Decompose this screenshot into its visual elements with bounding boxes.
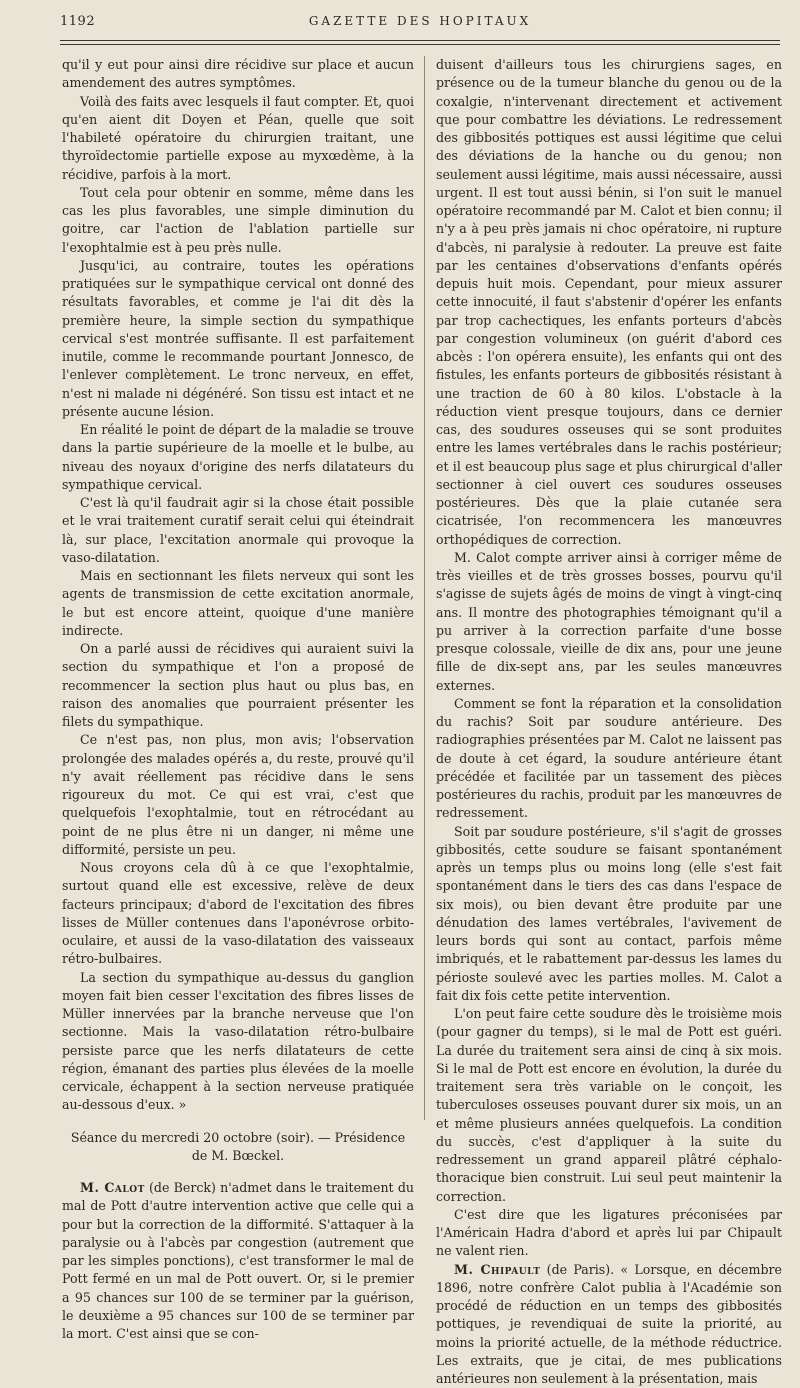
paragraph [436,1261,782,1388]
paragraph: C'est dire que les ligatures préconisées par l'Américain Hadra d'abord et après lui par Chipault ne valent rien. [436,1206,782,1261]
paragraph-text: (de Berck) n'admet dans le traitement du mal de Pott d'autre intervention active que celle qui a pour but la correction de la difformité. S'attaquer à la paralysie ou à l'abcès par congestion (autrement que par les simples ponctions), c'est transformer le mal de Pott fermé en un mal de Pott ouvert. Or, si le premier a 95 chances sur 100 de se terminer par la guérison, le deuxième a 95 chances sur 100 de se terminer par la mort. C'est ainsi que se con- [62,1180,414,1341]
header-rule-thick [60,40,780,41]
paragraph: Ce n'est pas, non plus, mon avis; l'observation prolongée des malades opérés a, du reste, prouvé qu'il n'y avait réellement pas récidive dans le sens rigoureux du mot. Ce qui est vrai, c'est que quelquefois l'exophtalmie, tout en rétrocédant au point de ne plus être ni un danger, ni même une difformité, persiste un peu. [62,731,414,859]
paragraph: Voilà des faits avec lesquels il faut compter. Et, quoi qu'en aient dit Doyen et Péan, quelle que soit l'habileté opératoire du chirurgien traitant, une thyroïdectomie partielle expose au myxœdème, à la récidive, parfois à la mort. [62,93,414,184]
paragraph: La section du sympathique au-dessus du ganglion moyen fait bien cesser l'excitation des fibres lisses de Müller innervées par la branche nerveuse que l'on sectionne. Mais la vaso-dilatation rétro-bulbaire persiste parce que les nerfs dilatateurs de cette région, émanant des parties plus élevées de la moelle cervicale, échappent à la section nerveuse pratiquée au-dessous d'eux. » [62,969,414,1115]
paragraph: Soit par soudure postérieure, s'il s'agit de grosses gibbosités, cette soudure se faisant spontanément après un temps plus ou moins long (elle s'est fait spontanément dans le tiers des cas dans l'espace de six mois), ou bien devant être produite par une dénudation des lames vertébrales, l'avivement de leurs bords qui sont au contact, parfois même imbriqués, et le rabattement par-dessus les lames du périoste soulevé avec les parties molles. M. Calot a fait dix fois cette petite intervention. [436,823,782,1006]
paragraph: Tout cela pour obtenir en somme, même dans les cas les plus favorables, une simple diminution du goitre, car l'action de l'ablation partielle sur l'exophtalmie est à peu près nulle. [62,184,414,257]
left-column [62,56,414,1343]
speaker-name: M. Chipault [454,1262,540,1277]
paragraph: C'est là qu'il faudrait agir si la chose était possible et le vrai traitement curatif serait celui qui éteindrait là, sur place, l'excitation anormale qui provoque la vaso-dilatation. [62,494,414,567]
paragraph-text: (de Paris). « Lorsque, en décembre 1896, notre confrère Calot publia à l'Académie son procédé de réduction en un temps des gibbosités pottiques, je revendiquai de suite la priorité, au moins la priorité actuelle, de la méthode réductrice. Les extraits, que je citai, de mes publications antérieures non seulement à la présentation, mais [436,1262,782,1387]
paragraph: qu'il y eut pour ainsi dire récidive sur place et aucun amendement des autres symptômes. [62,56,414,93]
session-heading-line2: de M. Bœckel. [192,1148,284,1163]
header-rule-thin [60,44,780,45]
paragraph: duisent d'ailleurs tous les chirurgiens sages, en présence ou de la tumeur blanche du genou ou de la coxalgie, n'intervenant directement et activement que pour combattre les déviations. Le redressement des gibbosités pottiques est aussi légitime que celui des déviations de la hanche ou du genou; non seulement aussi légitime, mais aussi nécessaire, aussi urgent. Il est tout aussi bénin, si l'on suit le manuel opératoire recommandé par M. Calot et bien connu; il n'y a à peu près jamais ni choc opératoire, ni rupture d'abcès, ni paralysie à redouter. La preuve est faite par les centaines d'observations d'enfants opérés depuis huit mois. Cependant, pour mieux assurer cette innocuité, il faut s'abstenir d'opérer les enfants par trop cachectiques, les enfants porteurs d'abcès par congestion volumineux (on guérit d'abord ces abcès : l'on opérera ensuite), les enfants qui ont des fistules, les enfants porteurs de gibbosités résistant à une traction de 60 à 80 kilos. L'obstacle à la réduction vient presque toujours, dans ce dernier cas, des soudures osseuses qui se sont produites entre les lames vertébrales dans le rachis postérieur; et il est beaucoup plus sage et plus chirurgical d'aller sectionner à ciel ouvert ces soudures osseuses postérieures. Dès que la plaie cutanée sera cicatrisée, l'on recommencera les manœuvres orthopédiques de correction. [436,56,782,549]
paragraph: Nous croyons cela dû à ce que l'exophtalmie, surtout quand elle est excessive, relève de deux facteurs principaux; d'abord de l'excitation des fibres lisses de Müller contenues dans l'aponévrose orbito-oculaire, et aussi de la vaso-dilatation des vaisseaux rétro-bulbaires. [62,859,414,969]
paragraph [62,1179,414,1343]
paragraph: L'on peut faire cette soudure dès le troisième mois (pour gagner du temps), si le mal de Pott est guéri. La durée du traitement sera ainsi de cinq à six mois. Si le mal de Pott est encore en évolution, la durée du traitement sera très variable on le conçoit, les tuberculoses osseuses pouvant durer six mois, un an et même plusieurs années quelquefois. La condition du succès, c'est d'appliquer à la suite du redressement un grand appareil plâtré céphalo-thoracique bien construit. Lui seul peut maintenir la correction. [436,1005,782,1206]
paragraph: Jusqu'ici, au contraire, toutes les opérations pratiquées sur le sympathique cervical ont donné des résultats favorables, et comme je l'ai dit dès la première heure, la simple section du sympathique cervical s'est montrée suffisante. Il est parfaitement inutile, comme le recommande pourtant Jonnesco, de l'enlever complètement. Le tronc nerveux, en effet, n'est ni malade ni dégénéré. Son tissu est intact et ne présente aucune lésion. [62,257,414,421]
column-divider [424,56,425,1120]
paragraph: En réalité le point de départ de la maladie se trouve dans la partie supérieure de la moelle et le bulbe, au niveau des noyaux d'origine des nerfs dilatateurs du sympathique cervical. [62,421,414,494]
paragraph: Comment se font la réparation et la consolidation du rachis? Soit par soudure antérieure. Des radiographies présentées par M. Calot ne laissent pas de doute à cet égard, la soudure antérieure étant précédée et facilitée par un tassement des pièces postérieures du rachis, produit par les manœuvres de redressement. [436,695,782,823]
paragraph: On a parlé aussi de récidives qui auraient suivi la section du sympathique et l'on a proposé de recommencer la section plus haut ou plus bas, en raison des anomalies que pourraient présenter les filets du sympathique. [62,640,414,731]
right-column [436,56,782,1388]
session-heading [62,1129,414,1166]
journal-title: GAZETTE DES HOPITAUX [60,14,780,28]
session-heading-line1: Séance du mercredi 20 octobre (soir). — Présidence [71,1130,405,1145]
paragraph: Mais en sectionnant les filets nerveux qui sont les agents de transmission de cette excitation anormale, le but est encore atteint, quoique d'une manière indirecte. [62,567,414,640]
speaker-name: M. Calot [80,1180,145,1195]
page-number: 1192 [60,14,95,29]
paragraph: M. Calot compte arriver ainsi à corriger même de très vieilles et de très grosses bosses, pourvu qu'il s'agisse de sujets âgés de moins de vingt à vingt-cinq ans. Il montre des photographies témoignant qu'il a pu arriver à la correction parfaite d'une bosse presque colossale, vieille de dix ans, pour une jeune fille de dix-sept ans, par les seules manœuvres externes. [436,549,782,695]
page-header [60,14,780,38]
